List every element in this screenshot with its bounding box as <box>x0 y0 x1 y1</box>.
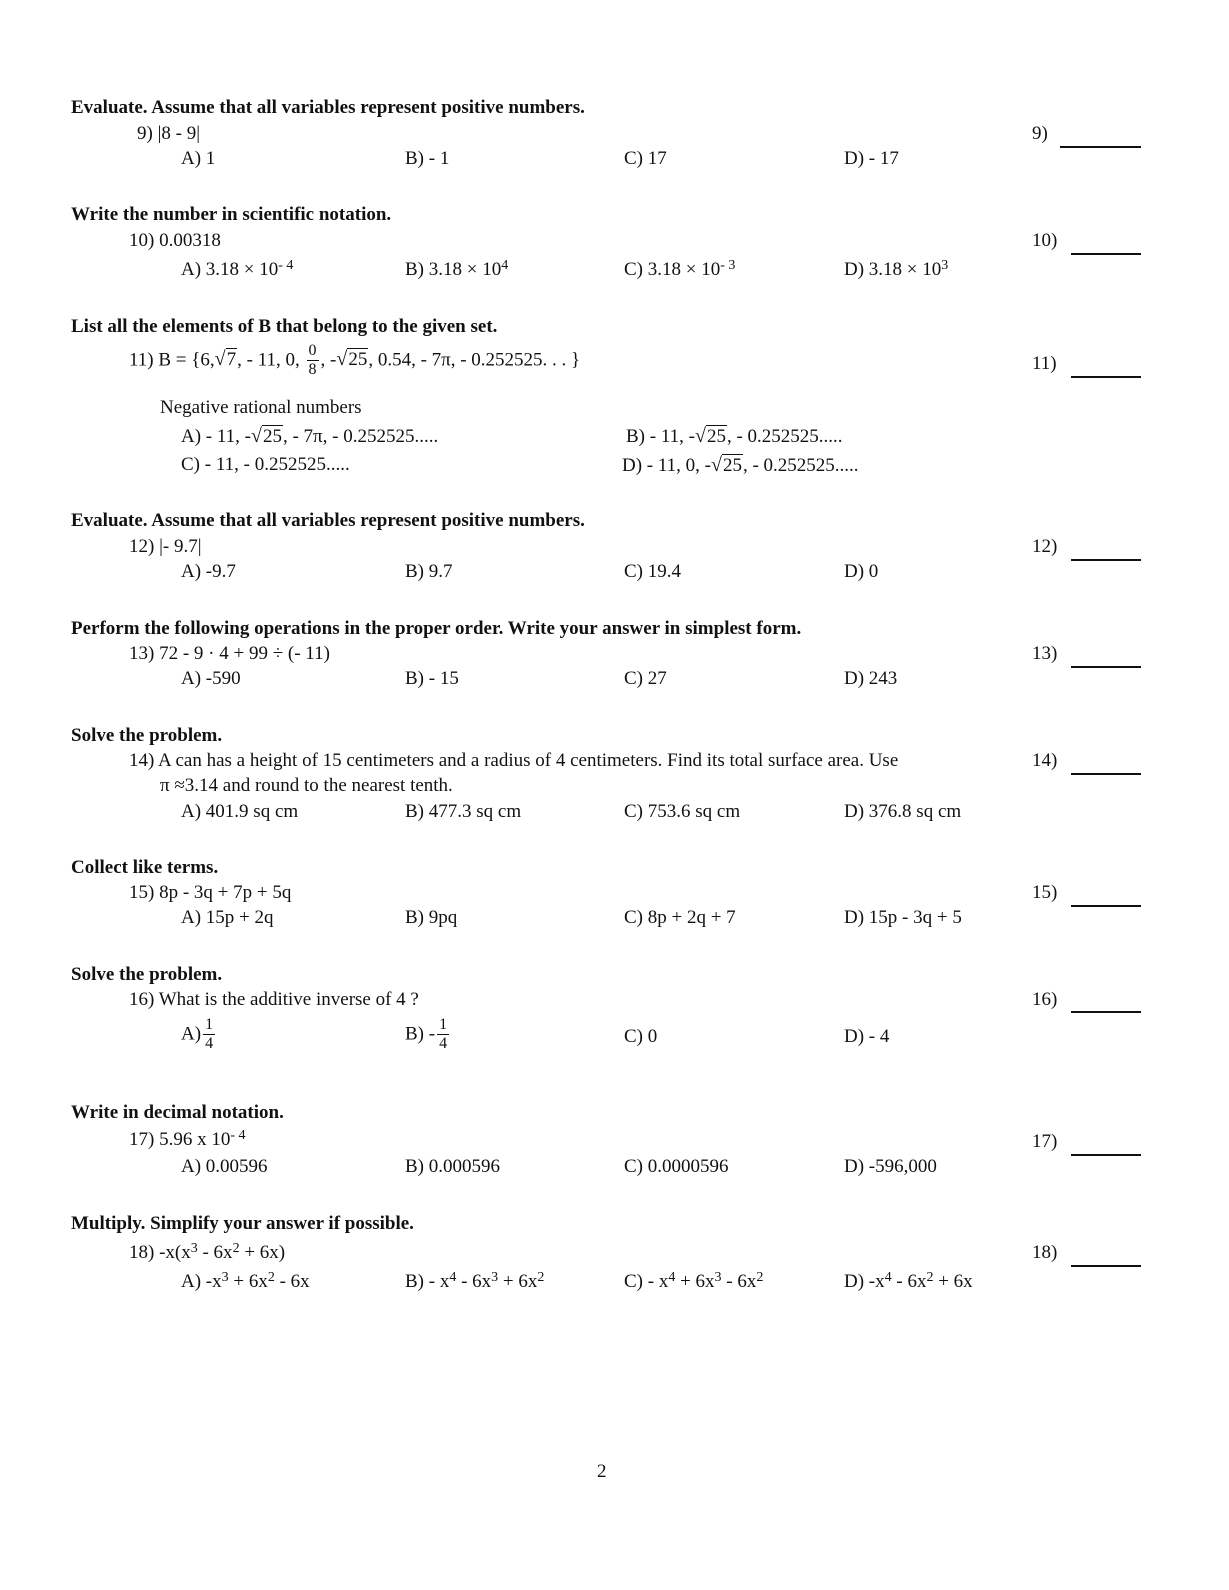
denominator: 4 <box>439 1035 448 1053</box>
choice-text: + 6x <box>228 1271 268 1292</box>
choice-text: D) 3.18 × 10 <box>844 259 942 280</box>
question-17 <box>129 1130 246 1149</box>
question-9 <box>137 124 200 143</box>
question-prompt: 8p - 3q + 7p + 5q <box>159 882 292 903</box>
choice-17a: A) 0.00596 <box>181 1156 268 1177</box>
question-number: 13) <box>129 643 155 664</box>
answer-label-14: 14) <box>1032 750 1058 771</box>
choice-10b <box>405 260 508 279</box>
exponent: 2 <box>926 1270 934 1285</box>
choice-9c: C) 17 <box>624 148 667 169</box>
choice-11d <box>622 455 859 475</box>
choice-text: B) 3.18 × 10 <box>405 259 502 280</box>
prompt-text: , 0.54, - 7π, - 0.252525. . . } <box>368 349 581 371</box>
answer-label-15: 15) <box>1032 882 1058 903</box>
section-header-q10: Write the number in scientific notation. <box>71 204 392 225</box>
choice-15a: A) 15p + 2q <box>181 907 274 928</box>
choice-text: A) <box>181 1023 202 1045</box>
choice-15d: D) 15p - 3q + 5 <box>844 907 962 928</box>
answer-label-10: 10) <box>1032 230 1058 251</box>
question-number: 16) <box>129 989 155 1010</box>
sqrt-icon: √ <box>214 348 226 371</box>
radicand: 25 <box>348 349 368 371</box>
choice-15c: C) 8p + 2q + 7 <box>624 907 736 928</box>
choice-17b: B) 0.000596 <box>405 1156 500 1177</box>
exponent: 2 <box>267 1270 275 1285</box>
question-prompt: What is the additive inverse of 4 ? <box>158 989 419 1010</box>
choice-text: A) - 11, - <box>181 426 251 447</box>
question-prompt: |8 - 9| <box>157 123 201 144</box>
choice-text: - 6x <box>891 1271 927 1292</box>
choice-text: , - 0.252525..... <box>742 455 859 476</box>
question-13 <box>129 644 330 663</box>
question-prompt: 0.00318 <box>159 230 221 251</box>
answer-line-16[interactable] <box>1071 1011 1141 1013</box>
choice-text: A) -x <box>181 1271 222 1292</box>
question-10 <box>129 231 221 250</box>
numerator: 0 <box>307 342 319 361</box>
choice-18d <box>844 1272 973 1291</box>
choice-16b <box>405 1016 451 1054</box>
question-18 <box>129 1243 285 1262</box>
answer-line-12[interactable] <box>1071 559 1141 561</box>
answer-line-14[interactable] <box>1071 773 1141 775</box>
choice-text: , - 0.252525..... <box>726 426 843 447</box>
choice-18c <box>624 1272 763 1291</box>
answer-line-18[interactable] <box>1071 1265 1141 1267</box>
choice-14c: C) 753.6 sq cm <box>624 801 741 822</box>
choice-text: C) 3.18 × 10 <box>624 259 721 280</box>
denominator: 4 <box>205 1035 214 1053</box>
choice-13d: D) 243 <box>844 668 898 689</box>
choice-text: - 6x <box>274 1271 310 1292</box>
answer-line-17[interactable] <box>1071 1154 1141 1156</box>
prompt-text: -x(x <box>159 1242 191 1263</box>
question-prompt: 72 - 9 · 4 + 99 ÷ (- 11) <box>159 643 330 664</box>
choice-10c <box>624 260 735 279</box>
choice-11a <box>181 426 438 446</box>
exponent: - 4 <box>278 258 294 273</box>
choice-17d: D) -596,000 <box>844 1156 937 1177</box>
choice-text: D) - 11, 0, - <box>622 455 711 476</box>
answer-label-13: 13) <box>1032 643 1058 664</box>
denominator: 8 <box>308 361 317 379</box>
sqrt-icon: √ <box>251 425 262 447</box>
radicand: 25 <box>262 426 282 447</box>
question-16 <box>129 990 419 1009</box>
question-11 <box>129 342 580 380</box>
fraction <box>437 1016 449 1054</box>
choice-17c: C) 0.0000596 <box>624 1156 729 1177</box>
question-number: 10) <box>129 230 155 251</box>
answer-label-12: 12) <box>1032 536 1058 557</box>
numerator: 1 <box>203 1016 215 1035</box>
section-header-q16: Solve the problem. <box>71 964 223 985</box>
choice-14d: D) 376.8 sq cm <box>844 801 962 822</box>
exponent: 3 <box>491 1270 499 1285</box>
choice-12a: A) -9.7 <box>181 561 236 582</box>
section-header-q9: Evaluate. Assume that all variables represent positive numbers. <box>71 97 585 118</box>
choice-text: - 6x <box>456 1271 492 1292</box>
answer-label-11: 11) <box>1032 353 1057 374</box>
choice-16c: C) 0 <box>624 1026 658 1047</box>
choice-13b: B) - 15 <box>405 668 459 689</box>
question-number: 11) <box>129 349 154 371</box>
prompt-text: 5.96 x 10 <box>159 1129 231 1150</box>
page-number: 2 <box>597 1461 607 1482</box>
choice-text: D) -x <box>844 1271 885 1292</box>
choice-text: B) - 11, - <box>626 426 695 447</box>
question-12 <box>129 537 202 556</box>
question-number: 9) <box>137 123 153 144</box>
choice-text: C) - x <box>624 1271 669 1292</box>
choice-text: - 6x <box>721 1271 757 1292</box>
exponent: 2 <box>537 1270 545 1285</box>
choice-9d: D) - 17 <box>844 148 899 169</box>
radicand: 7 <box>226 349 237 371</box>
prompt-text: , - <box>320 349 337 371</box>
exponent: 2 <box>232 1241 240 1256</box>
exponent: 3 <box>190 1241 198 1256</box>
choice-16a <box>181 1016 217 1054</box>
section-header-q17: Write in decimal notation. <box>71 1102 284 1123</box>
choice-text: A) 3.18 × 10 <box>181 259 279 280</box>
choice-9a: A) 1 <box>181 148 216 169</box>
choice-text: + 6x <box>498 1271 538 1292</box>
choice-15b: B) 9pq <box>405 907 458 928</box>
prompt-text: , - 11, 0, <box>237 349 300 371</box>
answer-label-18: 18) <box>1032 1242 1058 1263</box>
choice-13a: A) -590 <box>181 668 241 689</box>
fraction <box>203 1016 215 1054</box>
choice-11b <box>626 426 843 446</box>
sqrt-icon: √ <box>694 425 706 447</box>
exponent: 4 <box>668 1270 676 1285</box>
exponent: 2 <box>756 1270 764 1285</box>
question-14 <box>129 751 898 770</box>
answer-line-11[interactable] <box>1071 376 1141 378</box>
question-14-line2: π ≈3.14 and round to the nearest tenth. <box>160 775 453 796</box>
question-number: 18) <box>129 1242 155 1263</box>
exponent: - 4 <box>230 1128 246 1143</box>
question-number: 12) <box>129 536 155 557</box>
section-header-q18: Multiply. Simplify your answer if possible. <box>71 1213 414 1234</box>
question-15 <box>129 883 291 902</box>
question-number: 14) <box>129 750 155 771</box>
choice-9b: B) - 1 <box>405 148 450 169</box>
answer-line-15[interactable] <box>1071 905 1141 907</box>
question-prompt: A can has a height of 15 centimeters and a radius of 4 centimeters. Find its total surface area. Use <box>158 750 899 771</box>
answer-label-16: 16) <box>1032 989 1058 1010</box>
choice-text: + 6x <box>675 1271 715 1292</box>
exponent: - 3 <box>720 258 736 273</box>
answer-line-13[interactable] <box>1071 666 1141 668</box>
exponent: 3 <box>941 258 949 273</box>
exponent: 4 <box>449 1270 457 1285</box>
sqrt-icon: √ <box>711 454 722 476</box>
choice-13c: C) 27 <box>624 668 667 689</box>
choice-text: B) - x <box>405 1271 450 1292</box>
exponent: 4 <box>884 1270 892 1285</box>
choice-11c: C) - 11, - 0.252525..... <box>181 454 350 475</box>
radicand: 25 <box>706 426 726 447</box>
question-number: 17) <box>129 1129 155 1150</box>
sqrt-icon: √ <box>336 348 348 371</box>
section-header-q13: Perform the following operations in the proper order. Write your answer in simplest form. <box>71 618 802 639</box>
prompt-text: - 6x <box>197 1242 233 1263</box>
choice-18b <box>405 1272 544 1291</box>
choice-14a: A) 401.9 sq cm <box>181 801 299 822</box>
choice-text: , - 7π, - 0.252525..... <box>282 426 439 447</box>
section-header-q15: Collect like terms. <box>71 857 219 878</box>
exponent: 3 <box>714 1270 722 1285</box>
choice-18a <box>181 1272 310 1291</box>
choice-16d: D) - 4 <box>844 1026 890 1047</box>
choice-text: B) - <box>405 1023 436 1045</box>
radicand: 25 <box>722 455 742 476</box>
exponent: 3 <box>221 1270 229 1285</box>
choice-10a <box>181 260 293 279</box>
section-header-q12: Evaluate. Assume that all variables represent positive numbers. <box>71 510 585 531</box>
answer-line-9[interactable] <box>1060 146 1141 148</box>
subprompt-11: Negative rational numbers <box>160 397 362 418</box>
fraction <box>307 342 319 380</box>
choice-12d: D) 0 <box>844 561 879 582</box>
answer-label-9: 9) <box>1032 123 1048 144</box>
prompt-text: B = {6, <box>158 349 215 371</box>
question-number: 15) <box>129 882 155 903</box>
section-header-q14: Solve the problem. <box>71 725 223 746</box>
choice-10d <box>844 260 948 279</box>
section-header-q11: List all the elements of B that belong to the given set. <box>71 316 498 337</box>
prompt-text: + 6x) <box>239 1242 286 1263</box>
answer-label-17: 17) <box>1032 1131 1058 1152</box>
choice-14b: B) 477.3 sq cm <box>405 801 522 822</box>
choice-12b: B) 9.7 <box>405 561 453 582</box>
question-prompt: |- 9.7| <box>159 536 202 557</box>
exponent: 4 <box>501 258 509 273</box>
choice-12c: C) 19.4 <box>624 561 681 582</box>
answer-line-10[interactable] <box>1071 253 1141 255</box>
numerator: 1 <box>437 1016 449 1035</box>
choice-text: + 6x <box>933 1271 973 1292</box>
